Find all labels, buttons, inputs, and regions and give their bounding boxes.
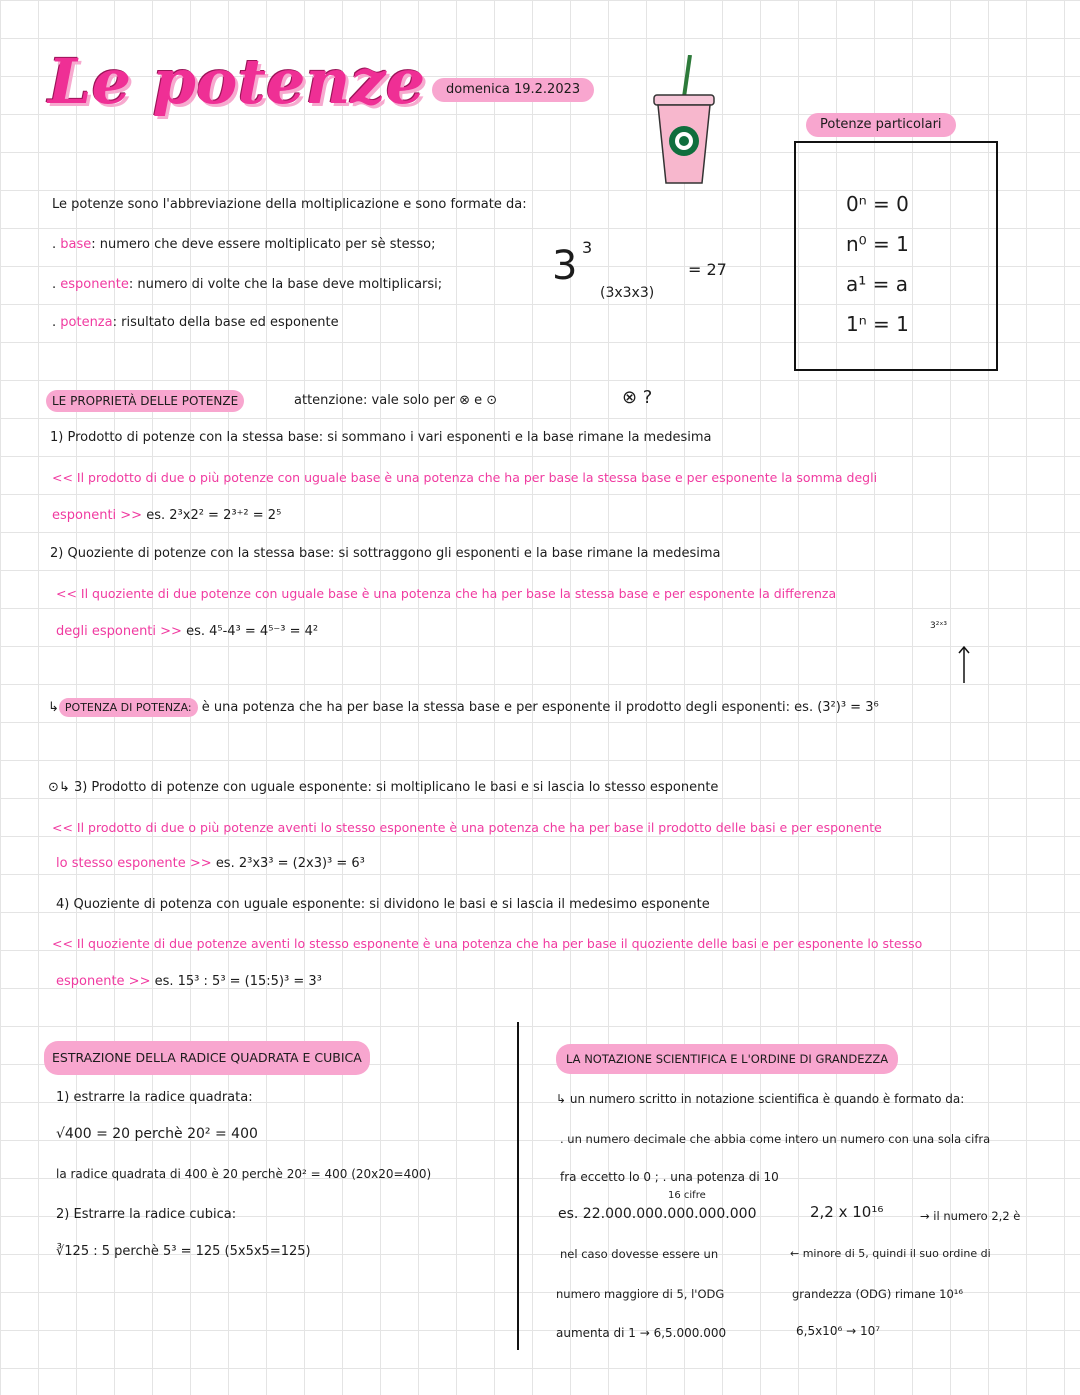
sci-line6a: numero maggiore di 5, l'ODG — [556, 1287, 725, 1301]
sci-line2: . un numero decimale che abbia come intero un numero con una sola cifra — [560, 1132, 991, 1146]
p3-example-line: lo stesso esponente >> es. 2³x3³ = (2x3)³ = 6³ — [56, 856, 365, 871]
sci-line6b: grandezza (ODG) rimane 10¹⁶ — [792, 1287, 964, 1301]
special-powers-label: Potenze particolari — [806, 113, 956, 137]
sci-digits-label: 16 cifre — [668, 1190, 706, 1201]
sci-example-note: → il numero 2,2 è — [920, 1209, 1021, 1223]
power-of-power-label: POTENZA DI POTENZA: — [59, 698, 198, 717]
p1-rule: << Il prodotto di due o più potenze con uguale base è una potenza che ha per base la stessa base e per esponente la somma degli — [52, 470, 878, 485]
sci-line7b: 6,5x10⁶ → 10⁷ — [796, 1324, 881, 1338]
p3-rule: << Il prodotto di due o più potenze aventi lo stesso esponente è una potenza che ha per base il prodotto delle basi e per esponente — [52, 820, 882, 835]
rule-one: 1ⁿ = 1 — [846, 312, 909, 336]
properties-note: attenzione: vale solo per ⊗ e ⊙ — [294, 393, 498, 408]
example-exponent: 3 — [582, 238, 593, 257]
sqrt-text: la radice quadrata di 400 è 20 perchè 20² = 400 (20x20=400) — [56, 1167, 432, 1181]
sqrt-example: √400 = 20 perchè 20² = 400 — [56, 1126, 258, 1142]
example-result: = 27 — [688, 260, 727, 279]
p2-rule: << Il quoziente di due potenze con uguale base è una potenza che ha per base la stessa base e per esponente la differenza — [56, 586, 837, 601]
note-small: 3²ˣ³ — [930, 621, 947, 631]
p3-title-line — [48, 780, 718, 796]
properties-heading: LE PROPRIETÀ DELLE POTENZE — [46, 390, 244, 412]
rule-exp-zero: n⁰ = 1 — [846, 232, 909, 256]
sci-example-notation: 2,2 x 10¹⁶ — [810, 1203, 884, 1221]
p3-title: 3) Prodotto di potenze con uguale esponente: si moltiplicano le basi e si lascia lo stesso esponente — [73, 780, 719, 795]
p1-example: es. 2³x2² = 2³⁺² = 2⁵ — [146, 508, 282, 523]
p3-marker: ⊙↳ — [48, 780, 70, 795]
date-badge: domenica 19.2.2023 — [432, 78, 594, 102]
intro-item-exponent: . esponente: numero di volte che la base deve moltiplicarsi; — [52, 277, 443, 292]
term-power: potenza — [60, 315, 113, 330]
sci-example: es. 22.000.000.000.000.000 — [558, 1206, 757, 1222]
column-divider — [517, 1022, 519, 1350]
properties-question: ⊗ ? — [622, 387, 653, 408]
p2-example-line: degli esponenti >> es. 4⁵-4³ = 4⁵⁻³ = 4² — [56, 624, 319, 639]
p4-example: es. 15³ : 5³ = (15:5)³ = 3³ — [154, 974, 322, 989]
p3-example: es. 2³x3³ = (2x3)³ = 6³ — [215, 856, 365, 871]
rule-zero: 0ⁿ = 0 — [846, 192, 909, 216]
intro-item-base: . base: numero che deve essere moltiplicato per sè stesso; — [52, 237, 436, 252]
p2-example: es. 4⁵-4³ = 4⁵⁻³ = 4² — [186, 624, 319, 639]
p1-example-line: esponenti >> es. 2³x2² = 2³⁺² = 2⁵ — [52, 508, 282, 523]
roots-step2: 2) Estrarre la radice cubica: — [56, 1207, 237, 1222]
sci-line5a: nel caso dovesse essere un — [560, 1247, 719, 1261]
sci-line5b: ← minore di 5, quindi il suo ordine di — [790, 1247, 991, 1260]
p4-example-line: esponente >> es. 15³ : 5³ = (15:5)³ = 3³ — [56, 974, 322, 989]
special-powers-box — [794, 141, 998, 371]
power-of-power-text: è una potenza che ha per base la stessa base e per esponente il prodotto degli esponenti: es. (3²)³ = 3⁶ — [201, 700, 879, 715]
p4-rule: << Il quoziente di due potenze aventi lo stesso esponente è una potenza che ha per base il quoziente delle basi e per esponente lo stesso — [52, 936, 923, 951]
example-expansion: (3x3x3) — [600, 285, 655, 301]
example-base: 3 — [552, 243, 578, 289]
p1-title: 1) Prodotto di potenze con la stessa base: si sommano i vari esponenti e la base rimane la medesima — [50, 430, 712, 445]
p4-title: 4) Quoziente di potenza con uguale esponente: si dividono le basi e si lascia il medesimo esponente — [56, 897, 710, 912]
term-exponent: esponente — [60, 277, 129, 292]
arrow-up-icon — [958, 645, 970, 685]
sci-line1: ↳ un numero scritto in notazione scientifica è quando è formato da: — [556, 1092, 965, 1106]
cbrt-example: ∛125 : 5 perchè 5³ = 125 (5x5x5=125) — [56, 1244, 311, 1259]
term-base: base — [60, 237, 92, 252]
cup-icon — [650, 55, 718, 185]
power-of-power-line: ↳ POTENZA DI POTENZA: è una potenza che ha per base la stessa base e per esponente il prodotto degli esponenti: es. (3²)³ = 3⁶ — [48, 700, 879, 715]
rule-exp-one: a¹ = a — [846, 272, 909, 296]
intro-definition: Le potenze sono l'abbreviazione della moltiplicazione e sono formate da: — [52, 197, 527, 212]
p2-title: 2) Quoziente di potenze con la stessa base: si sottraggono gli esponenti e la base rimane la medesima — [50, 546, 721, 561]
intro-item-power: . potenza: risultato della base ed esponente — [52, 315, 339, 330]
scientific-heading: LA NOTAZIONE SCIENTIFICA E L'ORDINE DI GRANDEZZA — [556, 1044, 898, 1074]
roots-heading: ESTRAZIONE DELLA RADICE QUADRATA E CUBICA — [44, 1041, 370, 1075]
sci-line3: fra eccetto lo 0 ; . una potenza di 10 — [560, 1170, 779, 1184]
sci-line7a: aumenta di 1 → 6,5.000.000 — [556, 1326, 727, 1340]
page-title: Le potenze — [48, 45, 426, 118]
roots-step1: 1) estrarre la radice quadrata: — [56, 1090, 253, 1105]
